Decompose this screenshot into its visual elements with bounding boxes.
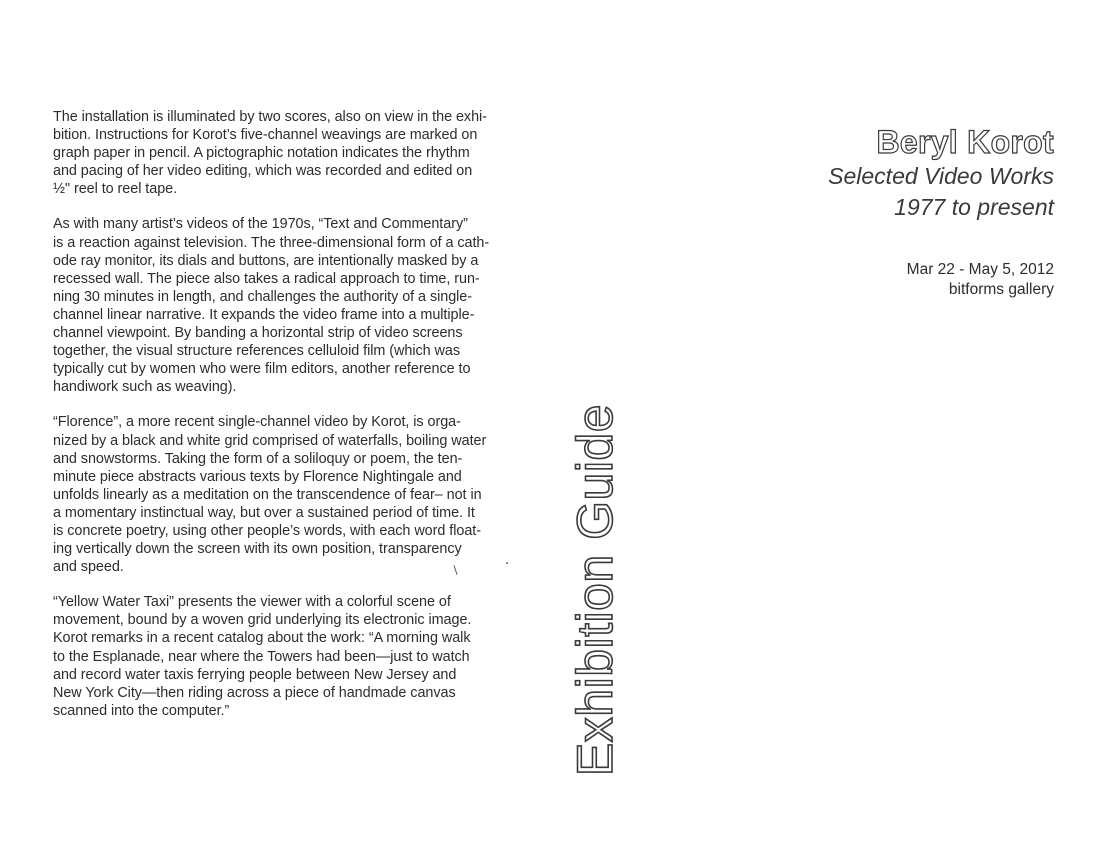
essay-column — [53, 108, 525, 737]
cover-title-block — [714, 123, 1054, 223]
pencil-dot — [506, 562, 508, 564]
run-dates: Mar 22 - May 5, 2012 — [906, 261, 1054, 278]
exhibition-period: 1977 to present — [894, 194, 1054, 220]
artist-name: Beryl Korot — [876, 124, 1054, 160]
spine-title: Exhibition Guide — [567, 403, 623, 777]
essay-paragraph-4: “Yellow Water Taxi” presents the viewer with a colorful scene of movement, bound by a woven grid underlying its electronic image. Korot remarks in a recent catalog about the work: “A morning walk to the Esplanade, near where the Towers had been—just to watch and record water taxis ferrying people between New Jersey and New York City—then riding across a piece of handmade canvas scanned into the computer.” — [53, 594, 472, 719]
essay-paragraph-3: “Florence”, a more recent single-channel video by Korot, is orga- nized by a black and white grid comprised of waterfalls, boiling water and snowstorms. Taking the form of a soliloquy or poem, the ten- minute piece abstracts various texts by Florence Nightingale and unfolds linearly as a meditation on the transcendence of fear– not in a momentary instinctual way, but over a sustained period of time. It is concrete poetry, using other people’s words, with each word float- ing vertically down the screen with its own position, transparency and speed. — [53, 414, 487, 576]
essay-paragraph-1: The installation is illuminated by two scores, also on view in the exhi- bition. Instructions for Korot’s five-channel weavings are marked on graph paper in pencil. A pictographic notation indicates the rhythm and pacing of her video editing, which was recorded and edited on ½" reel to reel tape. — [53, 109, 487, 198]
venue-name: bitforms gallery — [948, 281, 1054, 298]
spine — [565, 390, 625, 790]
essay-paragraph-2: As with many artist’s videos of the 1970s, “Text and Commentary” is a reaction against television. The three-dimensional form of a cath- ode ray monitor, its dials and buttons, are intentionally masked by a recessed wall. The piece also takes a radical approach to time, run- ning 30 minutes in length, and challenges the authority of a single- channel linear narrative. It expands the video frame into a multiple- channel viewpoint. By banding a horizontal strip of video screens together, the visual structure references celluloid film (which was typically cut by women who were film editors, another reference to handiwork such as weaving). — [53, 216, 490, 396]
venue-block — [754, 260, 1054, 300]
exhibition-title: Selected Video Works — [828, 163, 1054, 189]
